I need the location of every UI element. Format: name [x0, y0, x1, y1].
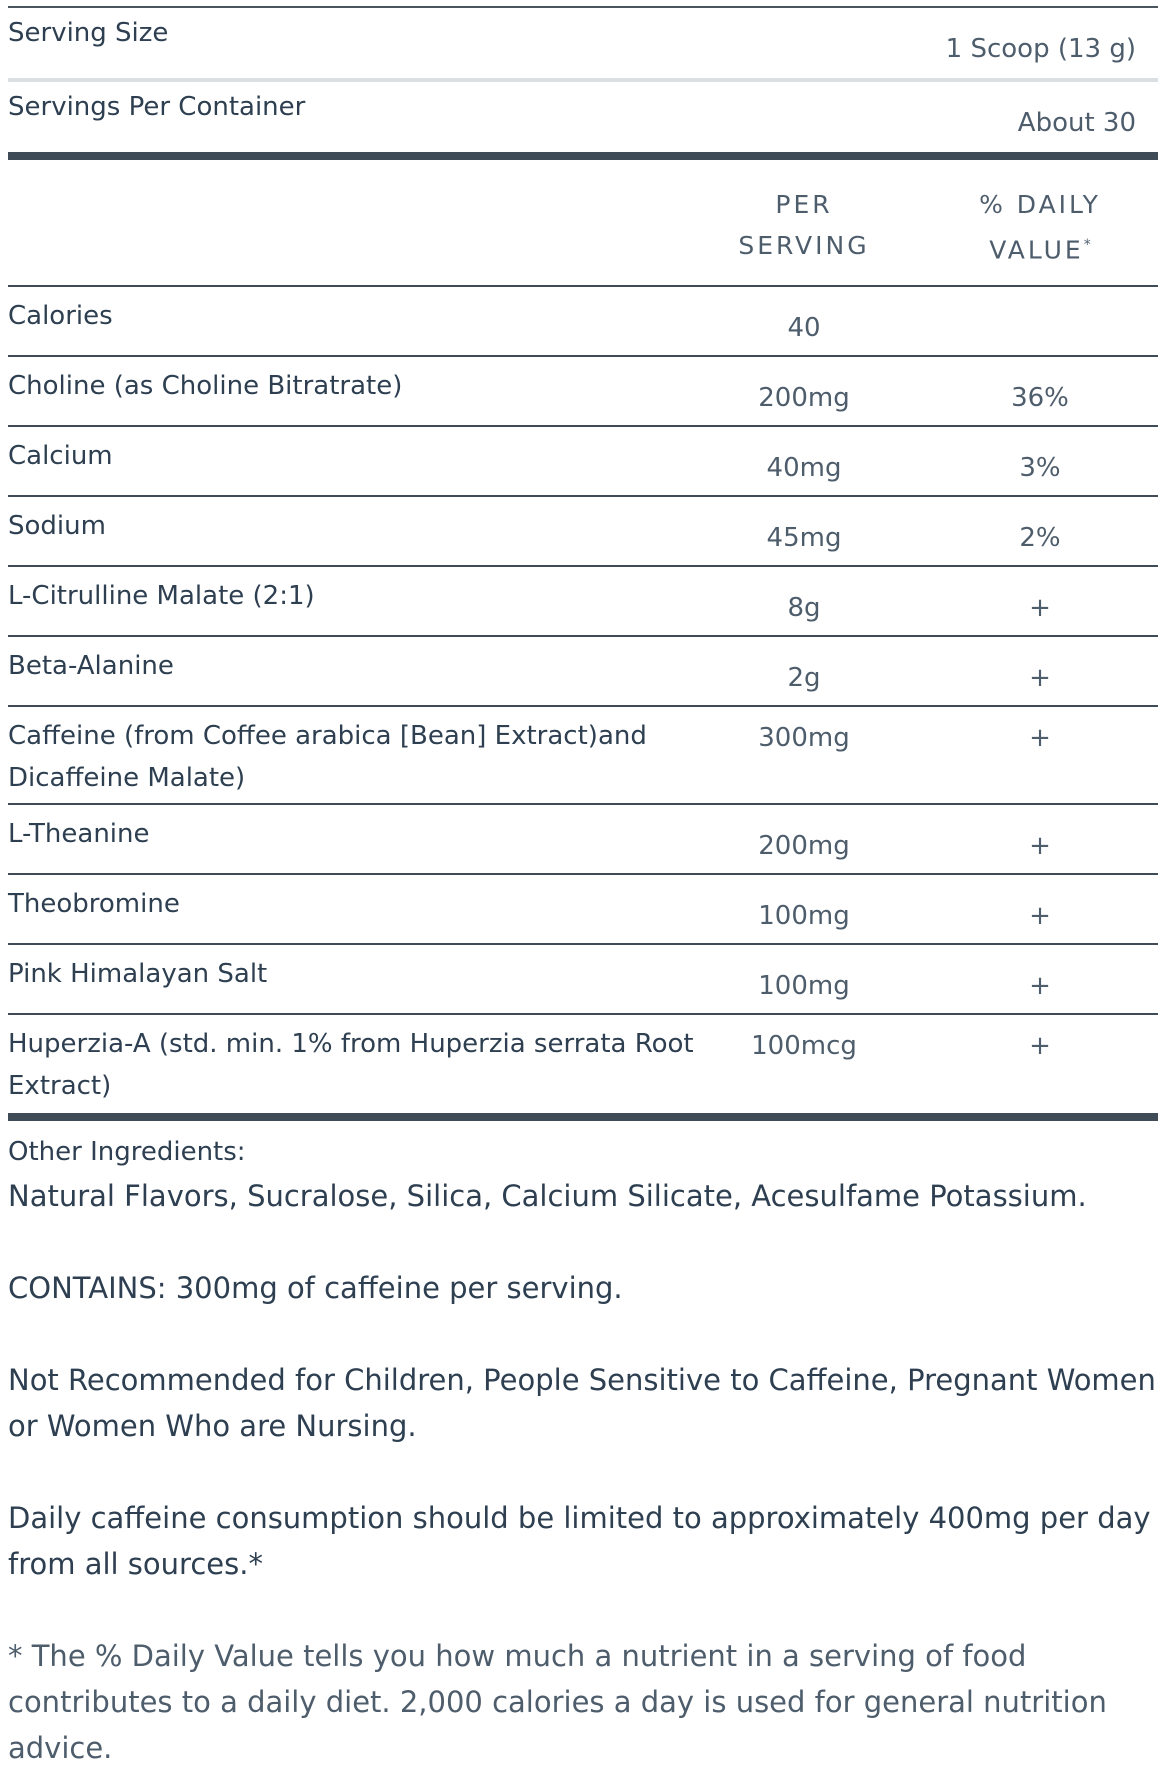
table-row [8, 357, 1158, 427]
nutrient-daily-value: + [1029, 901, 1051, 931]
serving-size-row [8, 8, 1158, 78]
table-row [8, 805, 1158, 875]
daily-value-header-line1: % DAILY [979, 190, 1101, 219]
nutrient-amount: 100mg [758, 901, 850, 931]
nutrient-amount: 300mg [758, 723, 850, 753]
caffeine-limit-note: Daily caffeine consumption should be limited to approximately 400mg per day from all sources.* [8, 1501, 1151, 1581]
bottom-divider [8, 1113, 1158, 1121]
per-serving-header-line1: PER [775, 190, 833, 219]
nutrient-name: Calories [8, 301, 113, 331]
daily-value-asterisk: * [1083, 237, 1091, 253]
nutrient-daily-value: 2% [1019, 523, 1061, 553]
nutrient-amount: 45mg [766, 523, 842, 553]
nutrient-daily-value: + [1029, 663, 1051, 693]
other-ingredients-text: Natural Flavors, Sucralose, Silica, Calcium Silicate, Acesulfame Potassium. [8, 1179, 1087, 1213]
nutrient-name: Calcium [8, 441, 113, 471]
table-row [8, 637, 1158, 707]
nutrient-amount: 8g [787, 593, 821, 623]
table-row [8, 945, 1158, 1015]
table-row [8, 875, 1158, 945]
header-divider [8, 152, 1158, 160]
nutrient-daily-value: + [1029, 831, 1051, 861]
nutrient-name: Choline (as Choline Bitratrate) [8, 371, 403, 401]
nutrient-name: Caffeine (from Coffee arabica [Bean] Extract)and Dicaffeine Malate) [8, 721, 647, 793]
other-ingredients-label: Other Ingredients: [8, 1137, 246, 1167]
daily-value-header-line2: VALUE [989, 235, 1084, 265]
table-row [8, 497, 1158, 567]
nutrient-name: Theobromine [8, 889, 180, 919]
nutrient-daily-value: 36% [1011, 383, 1069, 413]
nutrient-amount: 100mcg [751, 1031, 857, 1061]
table-row [8, 427, 1158, 497]
caffeine-contains-note: CONTAINS: 300mg of caffeine per serving. [8, 1271, 623, 1305]
daily-value-header [930, 184, 1150, 270]
nutrient-amount: 2g [787, 663, 821, 693]
nutrient-amount: 40 [787, 313, 821, 343]
servings-per-container-row [8, 82, 1158, 152]
servings-per-container-value: About 30 [1017, 108, 1136, 138]
table-row [8, 287, 1158, 357]
nutrient-daily-value: + [1029, 971, 1051, 1001]
nutrient-name: Pink Himalayan Salt [8, 959, 268, 989]
nutrient-daily-value: + [1029, 593, 1051, 623]
supplement-facts-panel [8, 6, 1158, 1771]
table-row [8, 567, 1158, 637]
nutrient-name: Huperzia-A (std. min. 1% from Huperzia serrata Root Extract) [8, 1029, 694, 1101]
per-serving-header-line2: SERVING [738, 231, 870, 260]
nutrient-daily-value: + [1029, 1031, 1051, 1061]
nutrient-amount: 40mg [766, 453, 842, 483]
nutrient-name: Sodium [8, 511, 106, 541]
daily-value-footnote: * The % Daily Value tells you how much a nutrient in a serving of food contributes to a daily diet. 2,000 calories a day is used for general nutrition advice. [8, 1639, 1107, 1765]
daily-value-header-line2-wrap [930, 225, 1150, 270]
nutrient-name: L-Citrulline Malate (2:1) [8, 581, 315, 611]
table-header [8, 160, 1158, 287]
per-serving-header [694, 184, 914, 266]
nutrient-daily-value: + [1029, 723, 1051, 753]
nutrient-name: Beta-Alanine [8, 651, 174, 681]
table-row [8, 1015, 1158, 1113]
nutrient-amount: 100mg [758, 971, 850, 1001]
nutrient-daily-value: 3% [1019, 453, 1061, 483]
nutrient-amount: 200mg [758, 383, 850, 413]
serving-size-label: Serving Size [8, 18, 169, 48]
servings-per-container-label: Servings Per Container [8, 92, 306, 122]
table-row [8, 707, 1158, 805]
nutrient-name: L-Theanine [8, 819, 150, 849]
serving-size-value: 1 Scoop (13 g) [945, 34, 1136, 64]
warning-note: Not Recommended for Children, People Sensitive to Caffeine, Pregnant Women or Women Who are Nursing. [8, 1363, 1156, 1443]
nutrient-amount: 200mg [758, 831, 850, 861]
